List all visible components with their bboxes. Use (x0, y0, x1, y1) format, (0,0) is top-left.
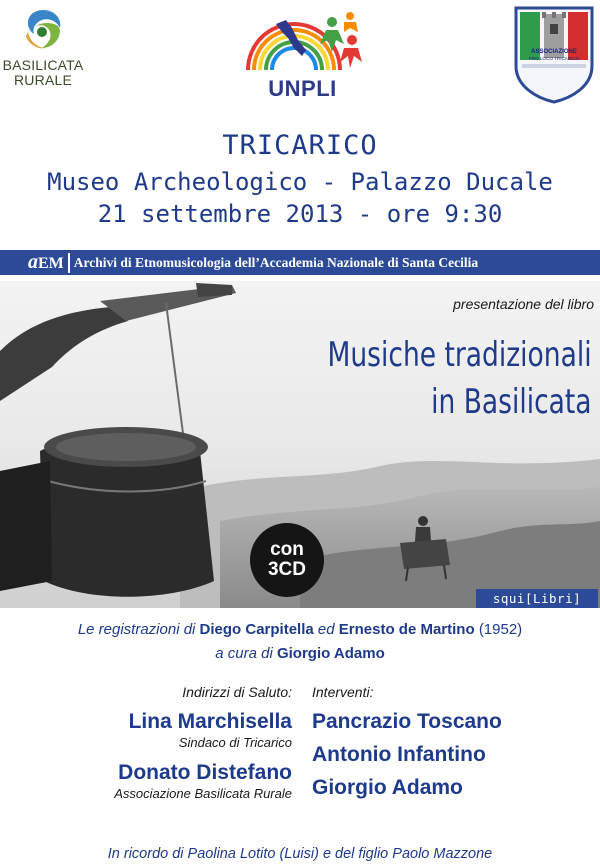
tower-shield-icon (512, 4, 596, 104)
logo-header (0, 0, 600, 120)
logo-left-line1: BASILICATA (2, 57, 84, 73)
pro-loco-line1: ASSOCIAZIONE (531, 49, 577, 55)
recordings-credit (0, 621, 600, 638)
pro-loco-tricarico-logo (512, 4, 596, 104)
aem-logo-a: a (28, 250, 38, 273)
book-title-line2: in Basilicata (431, 382, 592, 422)
logo-left-line2: RURALE (14, 72, 72, 88)
credit-author2: Ernesto de Martino (338, 621, 475, 638)
editor-credit (0, 645, 600, 662)
greetings-column (0, 684, 292, 810)
event-place: Museo Archeologico - Palazzo Ducale (47, 168, 553, 196)
aem-logo (28, 250, 70, 273)
event-date: 21 settembre 2013 - ore 9:30 (97, 200, 503, 228)
cd-badge-line2: 3CD (267, 559, 306, 580)
speaker-name: Pancrazio Toscano (312, 710, 502, 733)
book-title (328, 332, 592, 426)
aem-banner (0, 250, 600, 275)
presentation-label: presentazione del libro (453, 296, 594, 312)
pro-loco-line2: PRO LOCO TRICARICO (528, 56, 580, 61)
leaf-swirl-icon (20, 6, 66, 52)
unpli-logo (240, 10, 365, 102)
speakers-column (312, 684, 600, 807)
credit-curated-by: a cura di (215, 645, 273, 662)
credit-editor: Giorgio Adamo (276, 645, 385, 662)
greeting-name: Donato Distefano (118, 761, 292, 784)
speakers-heading: Interventi: (312, 684, 374, 700)
speaker-name: Antonio Infantino (312, 743, 486, 766)
publisher-label: squi[Libri] (476, 589, 598, 608)
greeting-name: Lina Marchisella (128, 710, 292, 733)
basilicata-rurale-logo (2, 6, 84, 88)
book-title-line1: Musiche tradizionali (327, 335, 592, 375)
event-city: TRICARICO (222, 130, 378, 161)
italy-rainbow-people-icon (240, 10, 365, 80)
greetings-heading: Indirizzi di Saluto: (182, 684, 292, 700)
cd-badge-line1: con (270, 539, 304, 560)
credit-intro: Le registrazioni di (77, 621, 196, 638)
credit-author1: Diego Carpitella (199, 621, 314, 638)
greeting-role: Associazione Basilicata Rurale (114, 786, 292, 801)
aem-banner-text: Archivi di Etnomusicologia dell’Accademia Nazionale di Santa Cecilia (73, 254, 479, 270)
unpli-text: UNPLI (268, 76, 337, 101)
speaker-name: Giorgio Adamo (312, 776, 463, 799)
aem-logo-rest: EM (38, 254, 64, 272)
credit-year: (1952) (478, 621, 523, 638)
memorial-dedication: In ricordo di Paolina Lotito (Luisi) e del figlio Paolo Mazzone (107, 846, 493, 862)
credit-and: ed (317, 621, 335, 638)
greeting-role: Sindaco di Tricarico (178, 735, 292, 750)
cd-badge (250, 523, 324, 597)
